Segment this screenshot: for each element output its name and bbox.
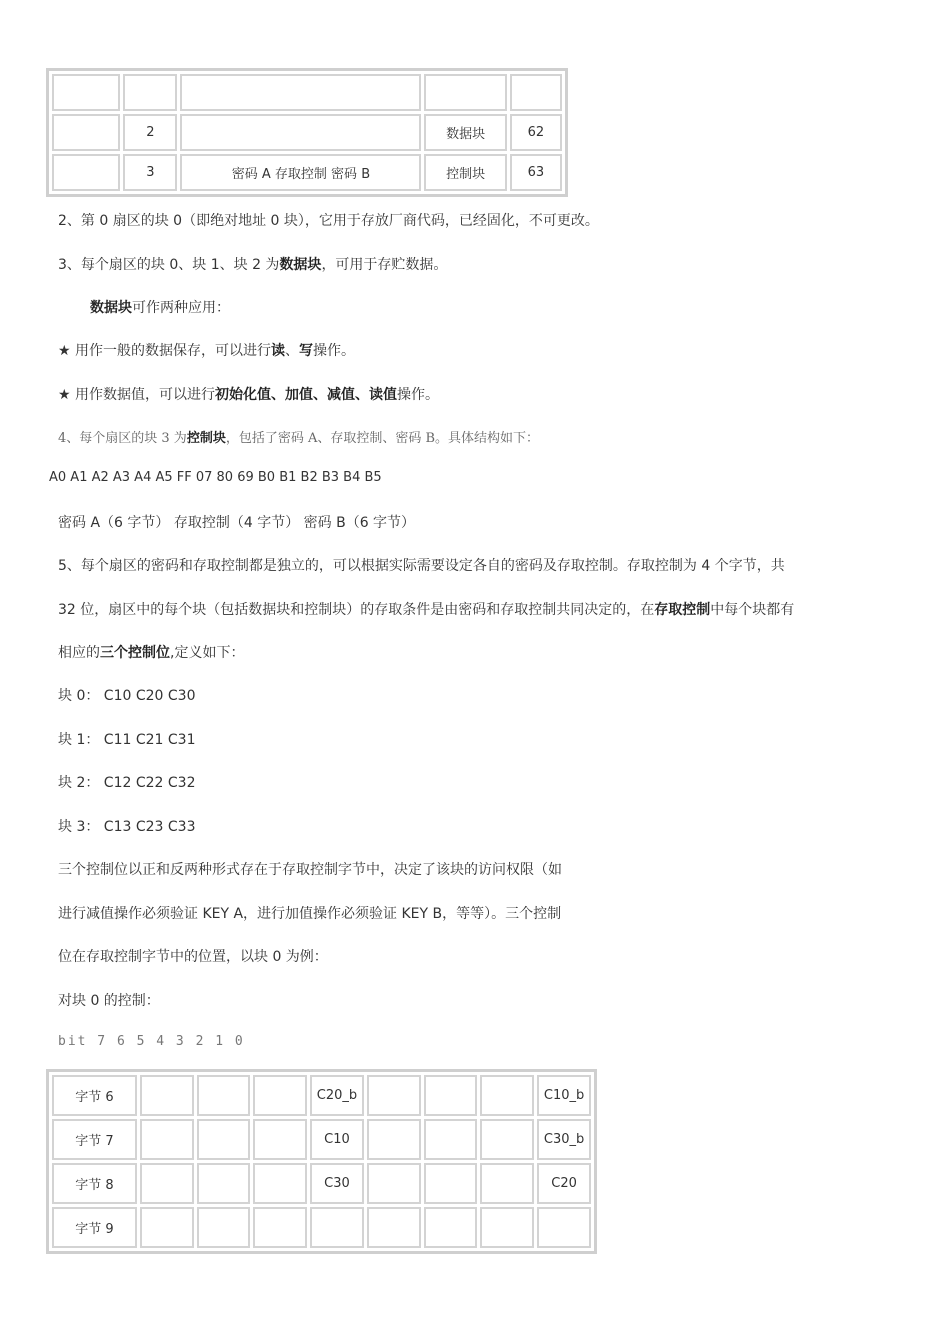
bold-text: 三个控制位 [100,645,170,661]
text: 操作。 [397,387,440,403]
table-cell [480,1075,534,1116]
bold-text: 读 [271,343,286,359]
table-cell: 63 [510,154,562,191]
bold-text: 写 [299,343,314,359]
paragraph-bits-line1: 三个控制位以正和反两种形式存在于存取控制字节中，决定了该块的访问权限（如 [58,862,562,878]
table-cell: C10_b [537,1075,591,1116]
hex-bytes-line: A0 A1 A2 A3 A4 A5 FF 07 80 69 B0 B1 B2 B3 B4 B5 [49,470,382,485]
table-cell [424,1163,478,1204]
text: 相应的 [58,645,100,661]
table-cell [480,1207,534,1248]
table-cell [52,74,120,111]
table-cell [253,1207,307,1248]
table-cell [480,1119,534,1160]
table-cell [253,1119,307,1160]
block-control-bits: 块 2： C12 C22 C32 [58,775,196,791]
bold-text: 数据块 [279,257,322,273]
table-cell [253,1163,307,1204]
table-cell: 字节 8 [52,1163,137,1204]
table-cell [140,1207,194,1248]
block-control-bits: 块 1： C11 C21 C31 [58,732,196,748]
table-cell [424,74,506,111]
table-cell [367,1119,421,1160]
paragraph-control-block [58,427,539,446]
text: ★ 用作一般的数据保存，可以进行 [58,343,272,359]
bullet-value-ops [58,384,439,404]
table-cell: 字节 7 [52,1119,137,1160]
table-cell: 字节 6 [52,1075,137,1116]
text: ，可用于存贮数据。 [321,257,448,273]
table-cell [140,1075,194,1116]
table-cell: 3 [123,154,177,191]
text: 4、每个扇区的块 3 为 [58,431,187,446]
table-cell: C30_b [537,1119,591,1160]
sector-block-table [46,68,568,197]
table-cell: 数据块 [424,114,506,151]
text: 可作两种应用： [132,300,230,316]
table-cell [367,1207,421,1248]
block-control-bits: 块 3： C13 C23 C33 [58,819,196,835]
text: ,定义如下： [170,645,245,661]
table-cell: 2 [123,114,177,151]
bold-text: 数据块 [90,300,132,316]
bold-text: 控制块 [186,431,226,446]
table-cell [310,1207,364,1248]
paragraph-bits-line3: 位在存取控制字节中的位置，以块 0 为例： [58,949,328,965]
table-row [52,74,562,111]
table-cell [180,74,421,111]
table-cell [123,74,177,111]
table-cell [197,1207,251,1248]
table-cell: C20_b [310,1075,364,1116]
text: 操作。 [313,343,356,359]
table-cell [180,114,421,151]
table-row [52,1207,591,1248]
text: 3、每个扇区的块 0、块 1、块 2 为 [58,257,280,273]
text: 32 位，扇区中的每个块（包括数据块和控制块）的存取条件是由密码和存取控制共同决定的，在 [58,602,655,618]
table-row [52,1163,591,1204]
text: ★ 用作数据值，可以进行 [58,387,216,403]
table-cell [197,1075,251,1116]
table-cell [480,1163,534,1204]
block-control-bits: 块 0： C10 C20 C30 [58,688,196,704]
text: 、 [285,343,300,359]
table-cell [367,1163,421,1204]
paragraph-access-line1: 5、每个扇区的密码和存取控制都是独立的，可以根据实际需要设定各自的密码及存取控制。存取控制为 4 个字节，共 [58,558,785,574]
bit-index-line: bit 7 6 5 4 3 2 1 0 [58,1034,245,1049]
paragraph-data-blocks [58,254,447,274]
bold-text: 存取控制 [654,602,711,618]
paragraph-data-block-uses [90,297,230,317]
table-cell [140,1163,194,1204]
table-cell: C20 [537,1163,591,1204]
table-cell: 控制块 [424,154,506,191]
table-cell [424,1075,478,1116]
table-cell [140,1119,194,1160]
table-cell: 密码 A 存取控制 密码 B [180,154,421,191]
table-row [52,114,562,151]
paragraph-bits-line2: 进行减值操作必须验证 KEY A，进行加值操作必须验证 KEY B，等等）。三个控制 [58,906,562,922]
bold-text: 初始化值、加值、减值、读值 [215,387,398,403]
table-cell [537,1207,591,1248]
table-cell: 字节 9 [52,1207,137,1248]
table-cell [197,1119,251,1160]
table-cell [424,1207,478,1248]
table-row [52,154,562,191]
table-cell [253,1075,307,1116]
table-cell [367,1075,421,1116]
bullet-general-storage [58,340,355,360]
table-cell: C30 [310,1163,364,1204]
paragraph-access-line3 [58,642,244,662]
table-cell [197,1163,251,1204]
table-cell [510,74,562,111]
paragraph-block0-vendor: 2、第 0 扇区的块 0（即绝对地址 0 块），它用于存放厂商代码，已经固化，不可更改。 [58,213,599,229]
control-block-structure: 密码 A（6 字节） 存取控制（4 字节） 密码 B（6 字节） [58,515,416,531]
text: 中每个块都有 [710,602,795,618]
control-bits-table [46,1069,597,1254]
table-cell: 62 [510,114,562,151]
table-cell [52,154,120,191]
table-row [52,1119,591,1160]
text: ，包括了密码 A、存取控制、密码 B。具体结构如下： [225,431,540,446]
table-cell [424,1119,478,1160]
table-row [52,1075,591,1116]
block0-control-heading: 对块 0 的控制： [58,993,160,1009]
paragraph-access-line2 [58,599,794,619]
table-cell: C10 [310,1119,364,1160]
table-cell [52,114,120,151]
